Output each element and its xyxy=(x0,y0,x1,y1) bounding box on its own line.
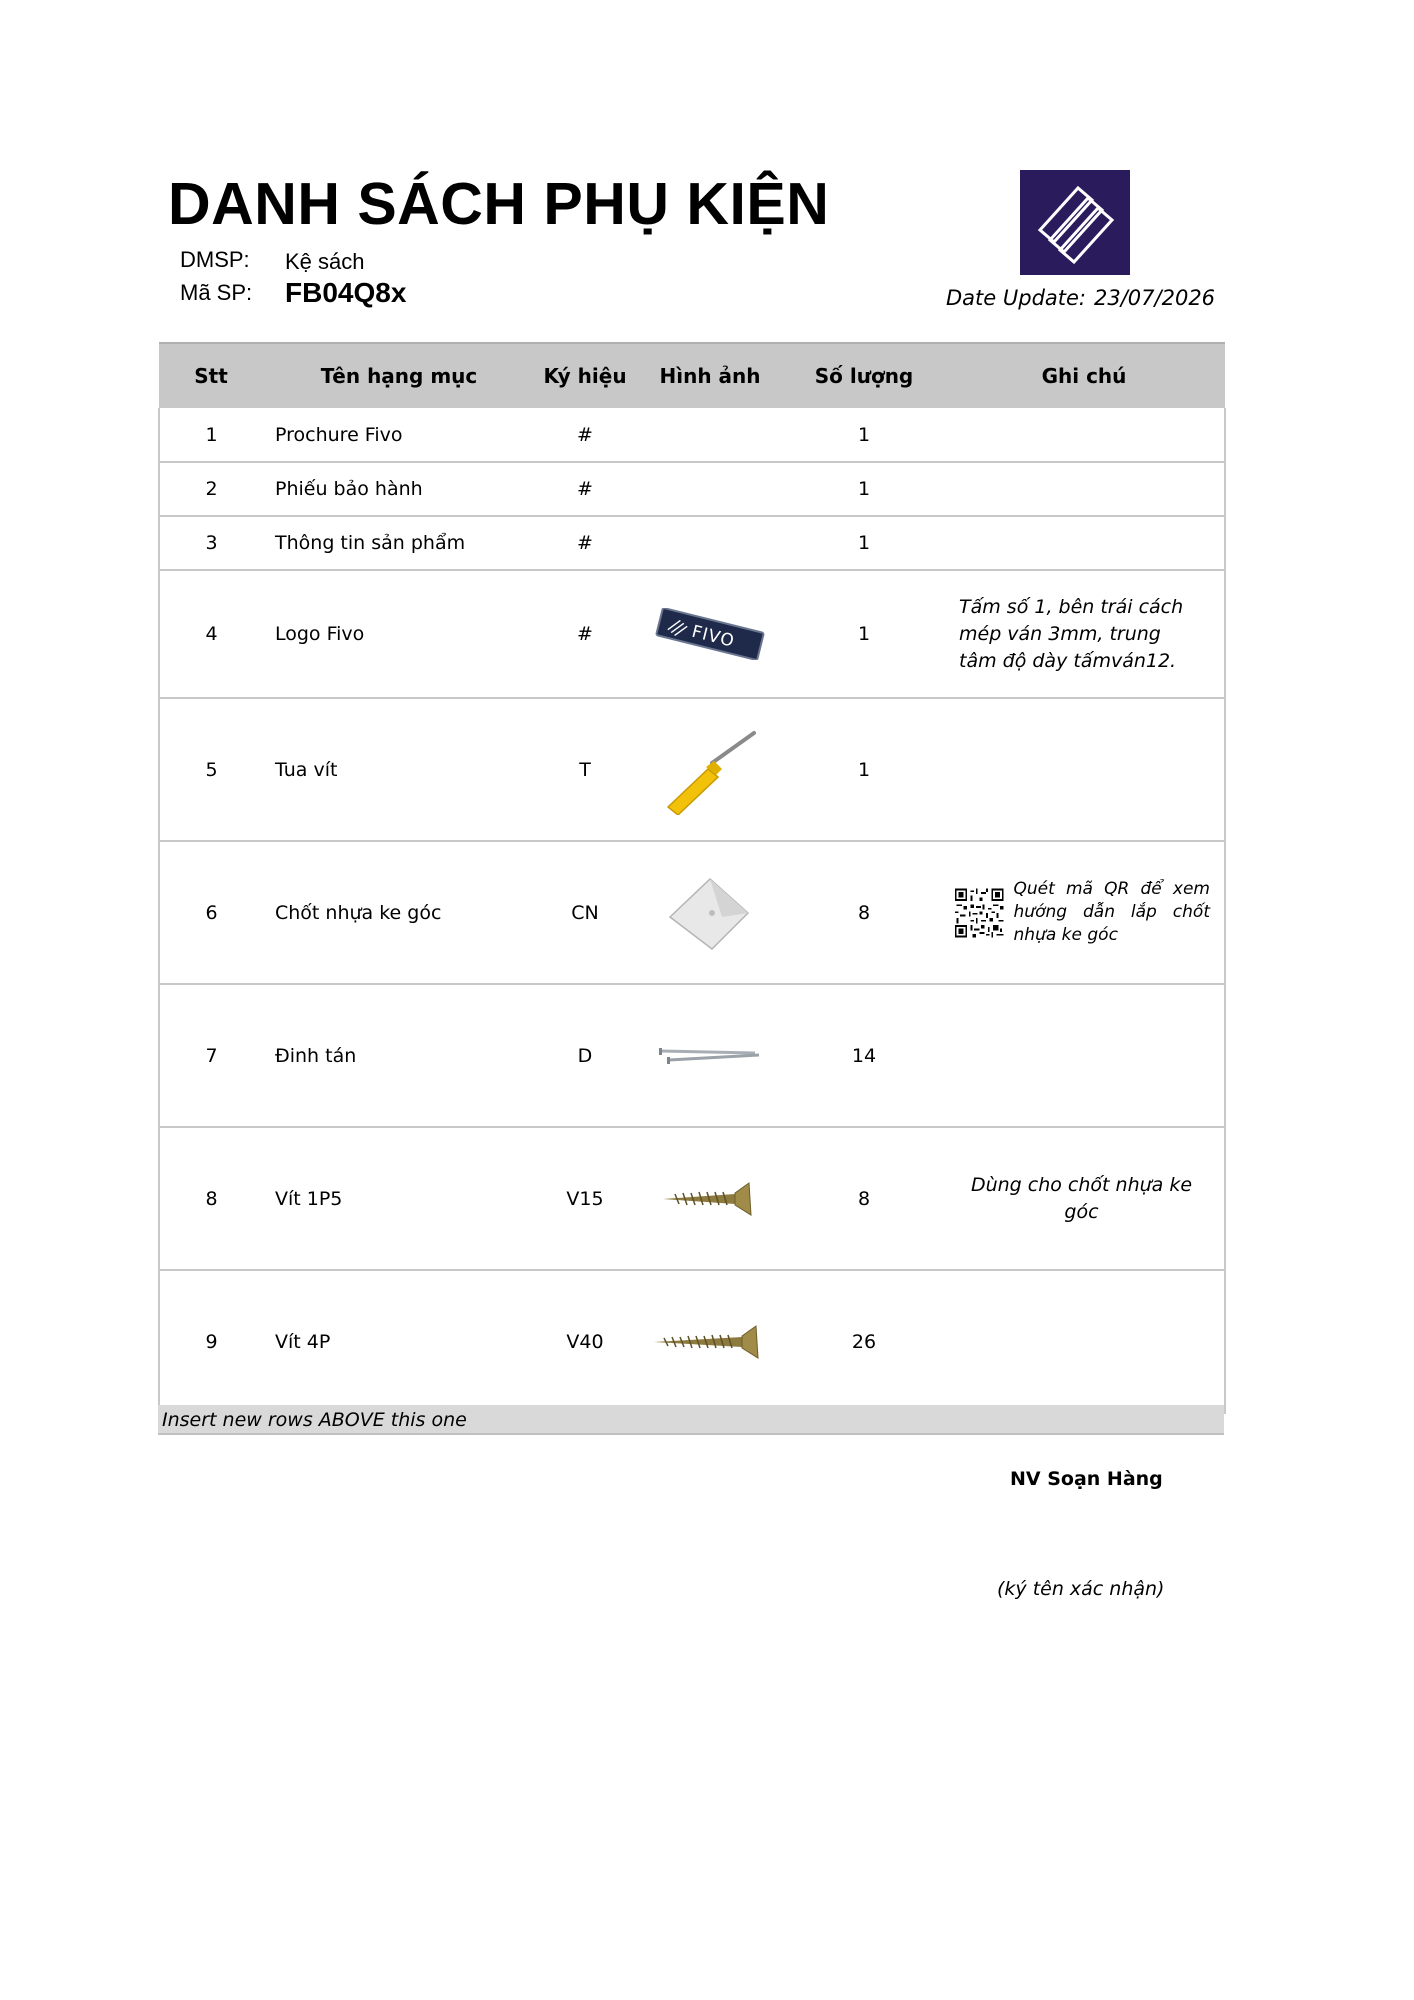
dmsp-label: DMSP: xyxy=(180,247,250,272)
row-note: Tấm số 1, bên trái cách mép ván 3mm, trung tâm độ dày tấmván12. xyxy=(943,570,1225,698)
row-qty: 1 xyxy=(785,408,943,462)
row-code: T xyxy=(535,698,635,841)
date-update-value: 23/07/2026 xyxy=(1094,286,1216,310)
logo-plate-text: FIVO xyxy=(689,621,737,652)
table-row xyxy=(159,841,1225,984)
col-header-code: Ký hiệu xyxy=(535,343,635,408)
page-title: DANH SÁCH PHỤ KIỆN xyxy=(168,171,830,237)
ma-sp-value: FB04Q8x xyxy=(285,277,407,308)
row-qty: 8 xyxy=(785,1127,943,1270)
signer-role: NV Soạn Hàng xyxy=(1010,1468,1163,1490)
row-code: D xyxy=(535,984,635,1127)
col-header-stt: Stt xyxy=(159,343,263,408)
row-qty: 8 xyxy=(785,841,943,984)
row-image xyxy=(635,1127,785,1270)
col-header-note: Ghi chú xyxy=(943,343,1225,408)
row-qty: 1 xyxy=(785,570,943,698)
row-code: # xyxy=(535,408,635,462)
row-code: V40 xyxy=(535,1270,635,1413)
row-qty: 1 xyxy=(785,698,943,841)
table-row xyxy=(159,462,1225,516)
date-update-label: Date Update: xyxy=(946,286,1086,310)
row-note xyxy=(943,1270,1225,1413)
row-stt: 5 xyxy=(159,698,263,841)
row-image xyxy=(635,841,785,984)
row-code: # xyxy=(535,570,635,698)
row-image xyxy=(635,516,785,570)
row-note xyxy=(943,516,1225,570)
table-row xyxy=(159,408,1225,462)
row-note xyxy=(943,698,1225,841)
row-note xyxy=(943,841,1225,984)
row-image xyxy=(635,408,785,462)
table-row xyxy=(159,984,1225,1127)
date-update xyxy=(946,286,1223,310)
col-header-qty: Số lượng xyxy=(785,343,943,408)
col-header-image: Hình ảnh xyxy=(635,343,785,408)
row-name: Vít 1P5 xyxy=(263,1127,535,1270)
row-code: V15 xyxy=(535,1127,635,1270)
row-code: # xyxy=(535,462,635,516)
plastic-corner-bracket-icon xyxy=(660,873,760,953)
row-name: Tua vít xyxy=(263,698,535,841)
row-image xyxy=(635,462,785,516)
row-note xyxy=(943,408,1225,462)
insert-rows-note: Insert new rows ABOVE this one xyxy=(158,1405,1224,1435)
table-row xyxy=(159,698,1225,841)
row-name: Thông tin sản phẩm xyxy=(263,516,535,570)
row-name: Phiếu bảo hành xyxy=(263,462,535,516)
table-row xyxy=(159,1270,1225,1413)
table-row xyxy=(159,516,1225,570)
row-stt: 9 xyxy=(159,1270,263,1413)
long-screw-icon xyxy=(650,1322,770,1362)
row-image xyxy=(635,698,785,841)
signature-instruction: (ký tên xác nhận) xyxy=(997,1578,1165,1600)
qr-code-icon xyxy=(955,857,1004,969)
row-qty: 26 xyxy=(785,1270,943,1413)
row-stt: 7 xyxy=(159,984,263,1127)
row-qty: 14 xyxy=(785,984,943,1127)
table-row xyxy=(159,1127,1225,1270)
row-image xyxy=(635,984,785,1127)
row-image xyxy=(635,570,785,698)
qr-instruction-text: Quét mã QR để xem hướng dẫn lắp chốt nhựa ke góc xyxy=(1013,879,1210,945)
row-stt: 4 xyxy=(159,570,263,698)
table-row xyxy=(159,570,1225,698)
row-code: CN xyxy=(535,841,635,984)
row-qty: 1 xyxy=(785,516,943,570)
ma-sp-label: Mã SP: xyxy=(180,280,253,305)
accessories-table xyxy=(158,342,1226,1414)
row-note: Dùng cho chốt nhựa ke góc xyxy=(943,1127,1225,1270)
fivo-logo-icon xyxy=(1020,170,1130,275)
row-name: Logo Fivo xyxy=(263,570,535,698)
nails-icon xyxy=(655,1041,765,1071)
logo-plate-icon xyxy=(654,608,766,660)
row-name: Đinh tán xyxy=(263,984,535,1127)
screwdriver-icon xyxy=(650,725,770,815)
row-stt: 1 xyxy=(159,408,263,462)
dmsp-value: Kệ sách xyxy=(285,249,365,274)
row-image xyxy=(635,1270,785,1413)
row-stt: 8 xyxy=(159,1127,263,1270)
row-name: Chốt nhựa ke góc xyxy=(263,841,535,984)
row-stt: 3 xyxy=(159,516,263,570)
row-stt: 6 xyxy=(159,841,263,984)
row-code: # xyxy=(535,516,635,570)
row-name: Prochure Fivo xyxy=(263,408,535,462)
row-note xyxy=(943,462,1225,516)
table-header-row xyxy=(159,343,1225,408)
row-name: Vít 4P xyxy=(263,1270,535,1413)
col-header-name: Tên hạng mục xyxy=(263,343,535,408)
short-screw-icon xyxy=(655,1179,765,1219)
row-note xyxy=(943,984,1225,1127)
row-qty: 1 xyxy=(785,462,943,516)
row-stt: 2 xyxy=(159,462,263,516)
